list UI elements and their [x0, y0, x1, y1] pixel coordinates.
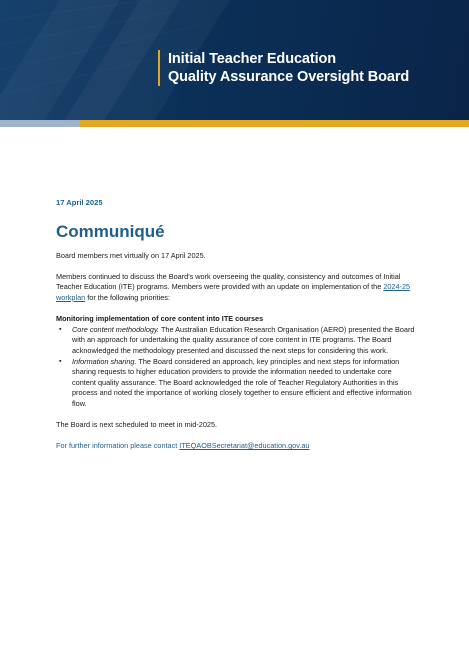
workplan-link[interactable]: 2024-25 workplan: [56, 282, 411, 302]
header-banner: [0, 0, 469, 127]
meeting-summary: Board members met virtually on 17 April 2025.: [56, 250, 206, 260]
banner-stripe-gold: [80, 120, 469, 127]
board-name: [168, 50, 409, 86]
banner-stripe-slate: [0, 120, 80, 127]
page-title: Communiqué: [56, 221, 165, 241]
list-item-text: The Board considered an approach, key principles and next steps for information sharing requests to higher education providers to provide the information needed to undertake core content quality assurance. The Board acknowledged the role of Teacher Regulatory Authorities in this process and noted the importance of working closely together to ensure efficient and effective information flow.: [72, 356, 412, 408]
board-name-line2: Quality Assurance Oversight Board: [168, 69, 410, 85]
list-item: [72, 325, 416, 357]
communique-date: 17 April 2025: [56, 198, 103, 207]
section-heading: Monitoring implementation of core content into ITE courses: [56, 314, 264, 324]
next-meeting-note: The Board is next scheduled to meet in mid-2025.: [56, 420, 218, 430]
workplan-text-before: Members continued to discuss the Board's work overseeing the quality, consistency and outcomes of Initial Teacher Education (ITE) programs. Members were provided with an update on implementation of the: [56, 271, 401, 292]
contact-line: [56, 441, 416, 452]
communique-body: [56, 198, 416, 462]
contact-text: For further information please contact: [56, 441, 180, 451]
banner-accent-rule: [158, 50, 160, 86]
list-item: [72, 357, 416, 410]
workplan-text-after: for the following priorities:: [85, 292, 170, 302]
list-item-lead: Core content methodology.: [72, 324, 160, 334]
list-item-lead: Information sharing.: [72, 356, 137, 366]
list-item-text: The Australian Education Research Organisation (AERO) presented the Board with an approach for undertaking the quality assurance of core content in ITE programs. The Board acknowledged the methodology presented and discussed the next steps for considering this work.: [72, 324, 415, 355]
workplan-paragraph: [56, 272, 416, 304]
contact-email-link[interactable]: ITEQAOBSecretariat@education.gov.au: [179, 441, 310, 451]
board-name-line1: Initial Teacher Education: [168, 51, 337, 67]
priority-list: [56, 325, 416, 410]
